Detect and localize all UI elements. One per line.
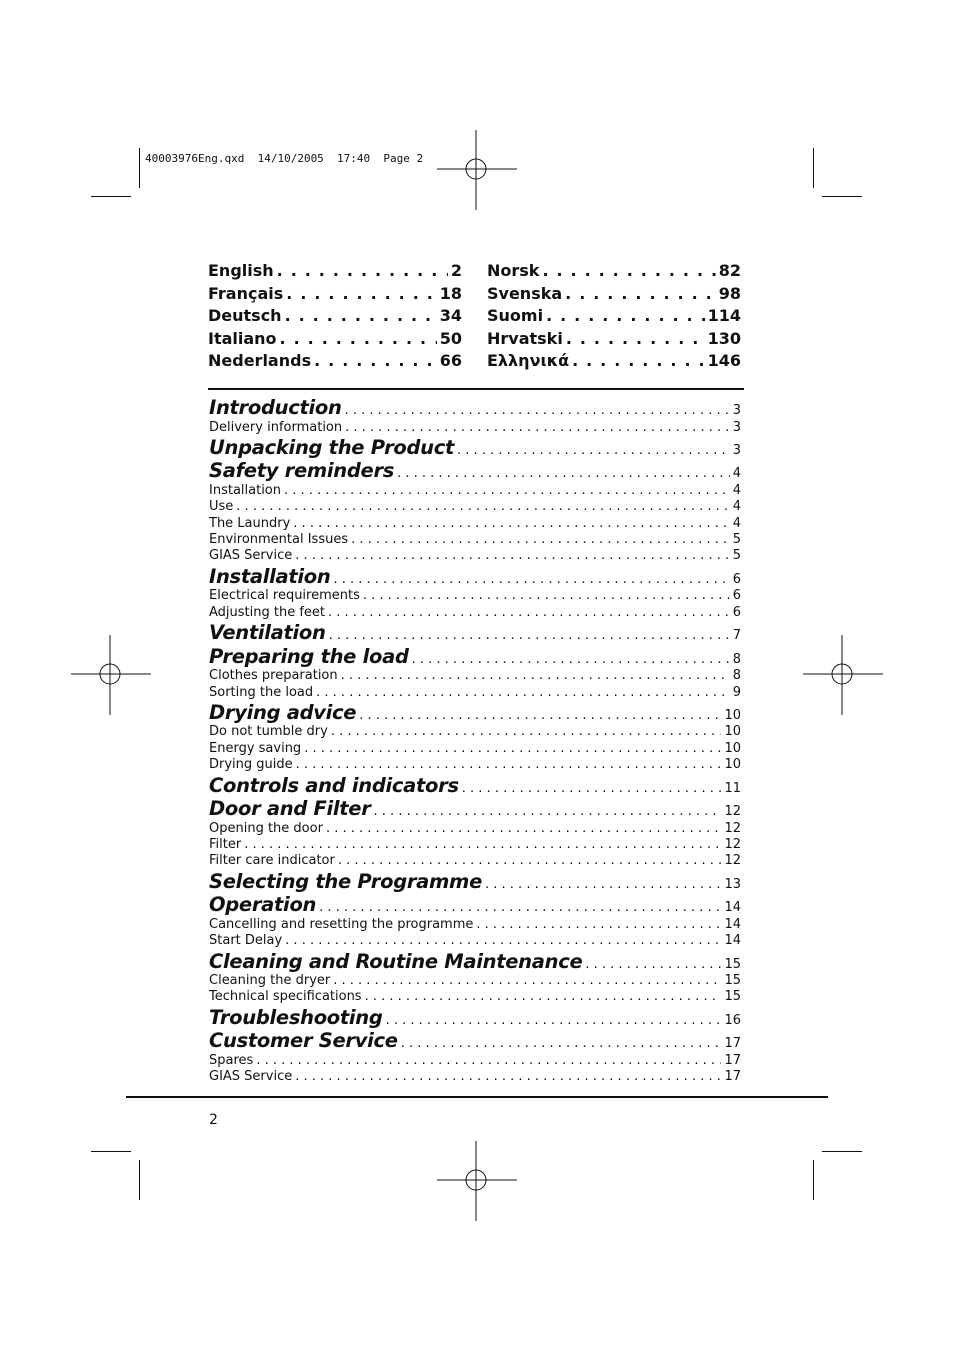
leader-dots xyxy=(462,781,722,796)
toc-subsection-entry[interactable] xyxy=(209,989,741,1005)
language-page: 130 xyxy=(707,328,741,348)
language-page: 82 xyxy=(718,261,741,280)
leader-dots xyxy=(333,973,721,988)
toc-entry-page: 15 xyxy=(724,956,741,972)
leader-dots xyxy=(345,403,730,418)
toc-subsection-entry[interactable] xyxy=(209,853,741,869)
toc-subsection-entry[interactable] xyxy=(209,605,741,621)
toc-entry-label: Safety reminders xyxy=(209,459,395,483)
toc-entry-label: Drying guide xyxy=(209,757,293,773)
language-name: Norsk xyxy=(487,261,540,280)
leader-dots xyxy=(365,989,722,1004)
toc-subsection-entry[interactable] xyxy=(209,1069,741,1085)
toc-entry-page: 15 xyxy=(724,973,741,989)
crop-mark xyxy=(822,196,862,197)
toc-section-entry[interactable] xyxy=(209,436,741,460)
leader-dots xyxy=(572,351,705,370)
toc-entry-page: 15 xyxy=(724,989,741,1005)
toc-subsection-entry[interactable] xyxy=(209,821,741,837)
toc-entry-page: 14 xyxy=(724,933,741,949)
toc-section-entry[interactable] xyxy=(209,1006,741,1030)
toc-entry-page: 17 xyxy=(724,1036,741,1052)
registration-mark-icon xyxy=(803,635,883,715)
toc-entry-page: 12 xyxy=(724,820,741,836)
toc-entry-page: 10 xyxy=(724,724,741,740)
toc-section-entry[interactable] xyxy=(209,701,741,725)
language-entry[interactable] xyxy=(208,351,462,374)
toc-entry-label: Electrical requirements xyxy=(209,588,360,604)
toc-subsection-entry[interactable] xyxy=(209,933,741,949)
language-column-left xyxy=(208,261,462,374)
printer-slug: 40003976Eng.qxd 14/10/2005 17:40 Page 2 xyxy=(145,152,424,165)
toc-entry-page: 8 xyxy=(732,668,741,684)
leader-dots xyxy=(546,306,705,325)
leader-dots xyxy=(566,329,705,348)
language-name: Français xyxy=(208,283,284,303)
toc-entry-page: 17 xyxy=(724,1052,741,1068)
leader-dots xyxy=(280,329,437,348)
crop-mark xyxy=(813,1160,814,1200)
leader-dots xyxy=(296,757,722,772)
toc-section-entry[interactable] xyxy=(209,396,741,420)
toc-entry-label: Start Delay xyxy=(209,933,283,949)
toc-entry-page: 14 xyxy=(724,916,741,932)
registration-mark-icon xyxy=(437,1141,517,1221)
toc-entry-label: Operation xyxy=(209,893,317,917)
language-entry[interactable] xyxy=(487,261,741,284)
language-entry[interactable] xyxy=(208,306,462,329)
toc-entry-label: Cleaning the dryer xyxy=(209,973,331,989)
toc-section-entry[interactable] xyxy=(209,870,741,894)
leader-dots xyxy=(295,548,729,563)
language-entry[interactable] xyxy=(208,329,462,352)
leader-dots xyxy=(363,588,730,603)
toc-entry-page: 10 xyxy=(724,757,741,773)
toc-entry-page: 6 xyxy=(732,588,741,604)
language-entry[interactable] xyxy=(208,261,462,284)
language-name: Suomi xyxy=(487,306,544,325)
leader-dots xyxy=(359,708,721,723)
toc-entry-page: 9 xyxy=(732,684,741,700)
language-entry[interactable] xyxy=(487,306,741,329)
language-page: 2 xyxy=(450,261,462,280)
language-name: Italiano xyxy=(208,328,277,348)
crop-mark xyxy=(91,196,131,197)
toc-subsection-entry[interactable] xyxy=(209,668,741,684)
leader-dots xyxy=(316,685,730,700)
toc-section-entry[interactable] xyxy=(209,774,741,798)
leader-dots xyxy=(338,853,722,868)
language-entry[interactable] xyxy=(487,284,741,307)
leader-dots xyxy=(386,1013,722,1028)
page-number: 2 xyxy=(209,1112,218,1128)
language-name: Svenska xyxy=(487,283,563,303)
leader-dots xyxy=(244,837,721,852)
toc-entry-label: Installation xyxy=(209,564,331,588)
toc-entry-label: Use xyxy=(209,499,234,515)
toc-section-entry[interactable] xyxy=(209,893,741,917)
leader-dots xyxy=(236,499,729,514)
toc-entry-page: 3 xyxy=(732,419,741,435)
language-name: Deutsch xyxy=(208,306,282,325)
toc-entry-label: Introduction xyxy=(209,396,342,419)
toc-section-entry[interactable] xyxy=(209,797,741,821)
toc-entry-page: 13 xyxy=(724,876,741,892)
toc-entry-label: Sorting the load xyxy=(209,684,314,700)
leader-dots xyxy=(328,605,730,620)
leader-dots xyxy=(284,483,730,498)
language-page: 18 xyxy=(439,283,462,303)
toc-subsection-entry[interactable] xyxy=(209,973,741,989)
leader-dots xyxy=(351,532,730,547)
crop-mark xyxy=(139,1160,140,1200)
leader-dots xyxy=(565,284,716,303)
leader-dots xyxy=(341,668,730,683)
toc-entry-page: 16 xyxy=(724,1012,741,1028)
toc-entry-label: Controls and indicators xyxy=(209,773,459,797)
language-page: 50 xyxy=(439,328,462,348)
leader-dots xyxy=(285,933,721,948)
leader-dots xyxy=(329,628,730,643)
toc-entry-page: 4 xyxy=(732,499,741,515)
toc-entry-page: 3 xyxy=(732,403,741,418)
toc-entry-label: GIAS Service xyxy=(209,548,293,564)
language-name: English xyxy=(208,261,274,280)
toc-entry-page: 12 xyxy=(724,804,741,820)
toc-entry-page: 11 xyxy=(724,780,741,796)
table-of-contents xyxy=(209,396,741,1086)
leader-dots xyxy=(476,917,721,932)
leader-dots xyxy=(412,652,730,667)
toc-subsection-entry[interactable] xyxy=(209,685,741,701)
toc-entry-page: 4 xyxy=(732,482,741,498)
leader-dots xyxy=(256,1053,721,1068)
toc-entry-label: Door and Filter xyxy=(209,797,371,821)
toc-entry-page: 17 xyxy=(724,1069,741,1085)
toc-entry-label: Energy saving xyxy=(209,740,302,756)
toc-entry-label: Spares xyxy=(209,1052,254,1068)
toc-entry-page: 6 xyxy=(732,571,741,587)
toc-entry-page: 5 xyxy=(732,532,741,548)
toc-entry-label: Adjusting the feet xyxy=(209,604,326,620)
toc-entry-label: Installation xyxy=(209,482,282,498)
leader-dots xyxy=(277,261,448,280)
toc-entry-page: 12 xyxy=(724,836,741,852)
language-entry[interactable] xyxy=(487,329,741,352)
toc-entry-label: Preparing the load xyxy=(209,644,409,668)
toc-entry-page: 10 xyxy=(724,707,741,723)
leader-dots xyxy=(401,1036,722,1051)
toc-subsection-entry[interactable] xyxy=(209,757,741,773)
toc-entry-page: 10 xyxy=(724,740,741,756)
language-page: 34 xyxy=(439,306,462,325)
toc-entry-page: 7 xyxy=(732,628,741,644)
toc-subsection-entry[interactable] xyxy=(209,837,741,853)
toc-entry-page: 3 xyxy=(732,442,741,458)
leader-dots xyxy=(542,261,715,280)
toc-entry-label: Do not tumble dry xyxy=(209,724,328,740)
language-page: 114 xyxy=(707,306,741,325)
toc-subsection-entry[interactable] xyxy=(209,741,741,757)
toc-entry-label: Environmental Issues xyxy=(209,532,349,548)
toc-entry-page: 12 xyxy=(724,853,741,869)
leader-dots xyxy=(374,804,722,819)
toc-subsection-entry[interactable] xyxy=(209,532,741,548)
toc-entry-page: 4 xyxy=(732,466,741,482)
language-page: 66 xyxy=(439,351,462,370)
toc-entry-label: Troubleshooting xyxy=(209,1005,383,1029)
leader-dots xyxy=(304,741,721,756)
toc-subsection-entry[interactable] xyxy=(209,1053,741,1069)
toc-entry-label: Opening the door xyxy=(209,820,323,836)
toc-entry-label: Selecting the Programme xyxy=(209,869,482,893)
toc-entry-label: GIAS Service xyxy=(209,1069,293,1085)
toc-entry-page: 8 xyxy=(732,651,741,667)
toc-entry-page: 6 xyxy=(732,604,741,620)
crop-mark xyxy=(813,148,814,188)
registration-mark-icon xyxy=(71,635,151,715)
leader-dots xyxy=(319,900,721,915)
toc-section-entry[interactable] xyxy=(209,950,741,974)
toc-section-entry[interactable] xyxy=(209,621,741,645)
toc-entry-label: Cancelling and resetting the programme xyxy=(209,916,474,932)
language-name: Nederlands xyxy=(208,351,312,370)
toc-entry-label: Unpacking the Product xyxy=(209,435,455,459)
leader-dots xyxy=(295,1069,721,1084)
language-name: Hrvatski xyxy=(487,328,563,348)
toc-subsection-entry[interactable] xyxy=(209,499,741,515)
toc-subsection-entry[interactable] xyxy=(209,516,741,532)
toc-section-entry[interactable] xyxy=(209,645,741,669)
toc-subsection-entry[interactable] xyxy=(209,724,741,740)
toc-subsection-entry[interactable] xyxy=(209,917,741,933)
leader-dots xyxy=(397,466,730,481)
crop-mark xyxy=(139,148,140,188)
toc-entry-label: Ventilation xyxy=(209,621,326,645)
toc-subsection-entry[interactable] xyxy=(209,420,741,436)
toc-entry-label: Customer Service xyxy=(209,1029,398,1053)
divider-rule xyxy=(208,388,744,390)
toc-section-entry[interactable] xyxy=(209,459,741,483)
language-column-right xyxy=(487,261,741,374)
toc-entry-label: Filter xyxy=(209,836,242,852)
toc-subsection-entry[interactable] xyxy=(209,588,741,604)
registration-mark-icon xyxy=(437,130,517,210)
leader-dots xyxy=(585,957,721,972)
leader-dots xyxy=(314,351,437,370)
leader-dots xyxy=(485,877,721,892)
toc-section-entry[interactable] xyxy=(209,565,741,589)
language-entry[interactable] xyxy=(208,284,462,307)
toc-entry-label: Filter care indicator xyxy=(209,853,335,869)
language-page: 146 xyxy=(707,351,741,370)
toc-entry-label: Drying advice xyxy=(209,700,357,724)
leader-dots xyxy=(331,724,722,739)
leader-dots xyxy=(333,572,729,587)
leader-dots xyxy=(286,284,436,303)
toc-entry-label: Technical specifications xyxy=(209,989,362,1005)
toc-entry-label: Clothes preparation xyxy=(209,668,338,684)
toc-entry-page: 4 xyxy=(732,515,741,531)
crop-mark xyxy=(91,1151,131,1152)
leader-dots xyxy=(326,821,722,836)
toc-entry-page: 14 xyxy=(724,900,741,916)
language-entry[interactable] xyxy=(487,351,741,374)
language-page: 98 xyxy=(718,283,741,303)
language-name: Ελληνικά xyxy=(487,351,570,370)
footer-rule xyxy=(126,1096,828,1098)
toc-entry-page: 5 xyxy=(732,548,741,564)
toc-subsection-entry[interactable] xyxy=(209,483,741,499)
leader-dots xyxy=(345,420,730,435)
crop-mark xyxy=(822,1151,862,1152)
leader-dots xyxy=(285,306,437,325)
leader-dots xyxy=(457,443,730,458)
leader-dots xyxy=(293,516,729,531)
toc-entry-label: Delivery information xyxy=(209,419,343,435)
toc-section-entry[interactable] xyxy=(209,1029,741,1053)
toc-entry-label: Cleaning and Routine Maintenance xyxy=(209,949,583,973)
toc-subsection-entry[interactable] xyxy=(209,548,741,564)
toc-entry-label: The Laundry xyxy=(209,515,291,531)
